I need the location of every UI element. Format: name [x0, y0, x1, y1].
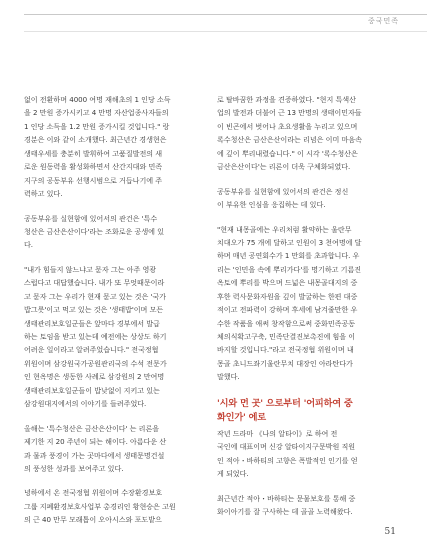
text-line: 생태우세를 충분히 발휘하여 고품질발전의 새: [24, 148, 163, 158]
text-line: 다.: [24, 240, 34, 250]
text-line: 의 풍성한 성과를 보여주고 있다.: [24, 463, 124, 473]
paragraph-gap: [217, 174, 405, 185]
section-label: 중국민족: [367, 17, 399, 25]
text-line: 국인에 대표이며 신강 알타이지구문박원 직원: [217, 442, 356, 452]
subheading: [217, 397, 405, 426]
right-column-top: [217, 93, 405, 384]
text-line: 로운 원동력을 활성화하면서 산간지대와 민족: [24, 162, 163, 172]
text-line: 말했다.: [217, 372, 240, 382]
paragraph-gap: [217, 481, 405, 492]
paragraph-gap: [24, 475, 211, 486]
page-number: 51: [384, 527, 396, 537]
text-line: 에 깊이 뿌리내렸습니다." 이 시각 '록수청산은: [217, 148, 358, 158]
text-line: 후한 력사문화자원을 깊이 발굴하는 한편 대중: [217, 291, 358, 301]
text-line: 밥그릇'이고 먹고 있는 것은 '생태밥'이며 모든: [24, 305, 164, 315]
text-line: 생태관리보호일군들은 앞마다 경부에서 발급: [24, 318, 160, 328]
subheading-line-1: '시와 먼 곳' 으로부터 '어피하여 중: [217, 397, 353, 409]
text-line: 리는 '인민을 속에 뿌리가다'를 명기하고 기름진: [217, 264, 362, 274]
text-line: 삼강원대지에서의 이야기를 들려주었다.: [24, 399, 147, 409]
text-line: 녕하에서 온 전국정협 위원이며 수장환경보호: [24, 488, 163, 498]
text-line: 게 되었다.: [217, 469, 249, 479]
text-line: 이 부유한 인심을 응집하는 데 있다.: [217, 200, 326, 210]
text-line: 로 탈바꿈한 과정을 견증하였다. "현지 특색산: [217, 95, 356, 104]
text-line: 수한 작품을 애써 창작함으로써 중화민족공동: [217, 318, 356, 328]
paragraph-gap: [24, 411, 211, 422]
text-line: 몽골 초니드좌기울란무치 대장인 아라탄다가: [217, 358, 353, 368]
text-line: "내가 힘들지 않느냐고 묻자 그는 아주 영광: [24, 264, 157, 274]
text-line: 인 현옥명은 생동한 사례로 삼강원의 2 만여명: [24, 372, 165, 382]
text-line: 인 적아・바하티의 고향은 폭발적인 인기를 얻: [217, 455, 358, 465]
text-line: 록수청산은 금산은산이라는 리념은 이미 마음속: [217, 135, 362, 145]
text-line: 공동부유를 실현함에 있어서의 관건은 정신: [217, 186, 349, 196]
paragraph-gap: [217, 212, 405, 223]
text-line: 옥토에 뿌리를 박으며 드넓은 내몽골대지의 중: [217, 278, 358, 288]
text-line: 체의식확고구축, 민족단결진보촉진에 힘을 이: [217, 332, 356, 341]
paragraph-gap: [24, 201, 211, 212]
text-line: 하는 토임을 받고 있는데 예전에는 상상도 하기: [24, 332, 167, 341]
page-header: [0, 0, 427, 50]
text-line: "현재 내몽골에는 우리처럼 활약하는 울란무: [217, 224, 352, 234]
text-line: 이 빈곤에서 벗어나 초요생활을 누리고 있으며: [217, 121, 358, 131]
text-line: 없이 전환하며 4000 여명 재해초의 1 인당 소득: [24, 95, 171, 104]
text-line: 의 근 40 만무 모래톱이 오아시스와 포도밭으: [24, 515, 162, 525]
text-line: 최근년간 적아・바하티는 문물보호를 통해 중: [217, 493, 356, 503]
subheading-line-2: 화인가' 에로: [217, 412, 266, 424]
text-line: 고 묻자 그는 우리가 현재 묻고 있는 것은 '국가: [24, 291, 166, 301]
text-line: 스럽다고 대답했습니다. 내가 또 무엇때문이라: [24, 278, 165, 288]
text-line: 력하고 있다.: [24, 189, 63, 199]
left-column: [24, 93, 211, 527]
text-line: 화이아기를 잘 구사하는 데 골골 노력해왔다.: [217, 506, 353, 516]
text-line: 어려운 일이라고 알려주었습니다." 전국정협: [24, 345, 159, 355]
text-line: 청산은 금산은산이다'라는 조화로운 공생에 있: [24, 226, 164, 236]
text-line: 경분은 이와 같이 소개했다. 최근년간 경생현은: [24, 135, 167, 145]
text-line: 작년 드라마 《나의 알타이》로 하여 전: [217, 428, 338, 438]
text-line: 제기한 지 20 주년이 되는 해이다. 아름다운 산: [24, 437, 167, 447]
paragraph-gap: [24, 252, 211, 263]
text-line: 생태관리보호일군들이 밥낮없이 지키고 있는: [24, 385, 160, 395]
text-line: 과 물과 풍경이 가는 곳마다에서 생태문명건설: [24, 450, 165, 460]
text-line: 치대오가 75 개에 달하고 인원이 3 천여명에 달: [217, 237, 362, 247]
text-line: 그룹 지폐환경보호사업부 총경리인 황현승은 고원: [24, 501, 176, 511]
right-column: [217, 93, 405, 518]
text-line: 적이고 전파력이 강하며 후세에 남겨줄만한 우: [217, 305, 358, 315]
text-line: 1 인당 소득을 1.2 만원 증가시킬 것입니다." 랑: [24, 121, 170, 131]
text-line: 공동부유를 실현함에 있어서의 관건은 '특수: [24, 213, 158, 223]
text-line: 올해는 '특수청산은 금산은산이다' 는 리론을: [24, 423, 160, 433]
text-line: 위원이며 삼강원국가공원관리국의 수석 전문가: [24, 358, 167, 368]
text-line: 업의 발전과 더불어 근 13 만명의 생태이민자들: [217, 108, 362, 118]
text-line: 금산은산이다'는 리론이 더욱 구체화되였다.: [217, 162, 351, 172]
text-line: 지구의 공동부유 선행시범으로 거듭나기에 주: [24, 175, 163, 185]
text-line: 바지할 것입니다."라고 전국정협 위원이며 내: [217, 345, 354, 355]
text-line: 을 2 만원 증가시키고 4 만명 자산업종사자들의: [24, 108, 169, 118]
text-line: 하며 매년 공연회수가 1 만회를 초과합니다. 우: [217, 251, 360, 261]
right-column-bottom: [217, 427, 405, 519]
